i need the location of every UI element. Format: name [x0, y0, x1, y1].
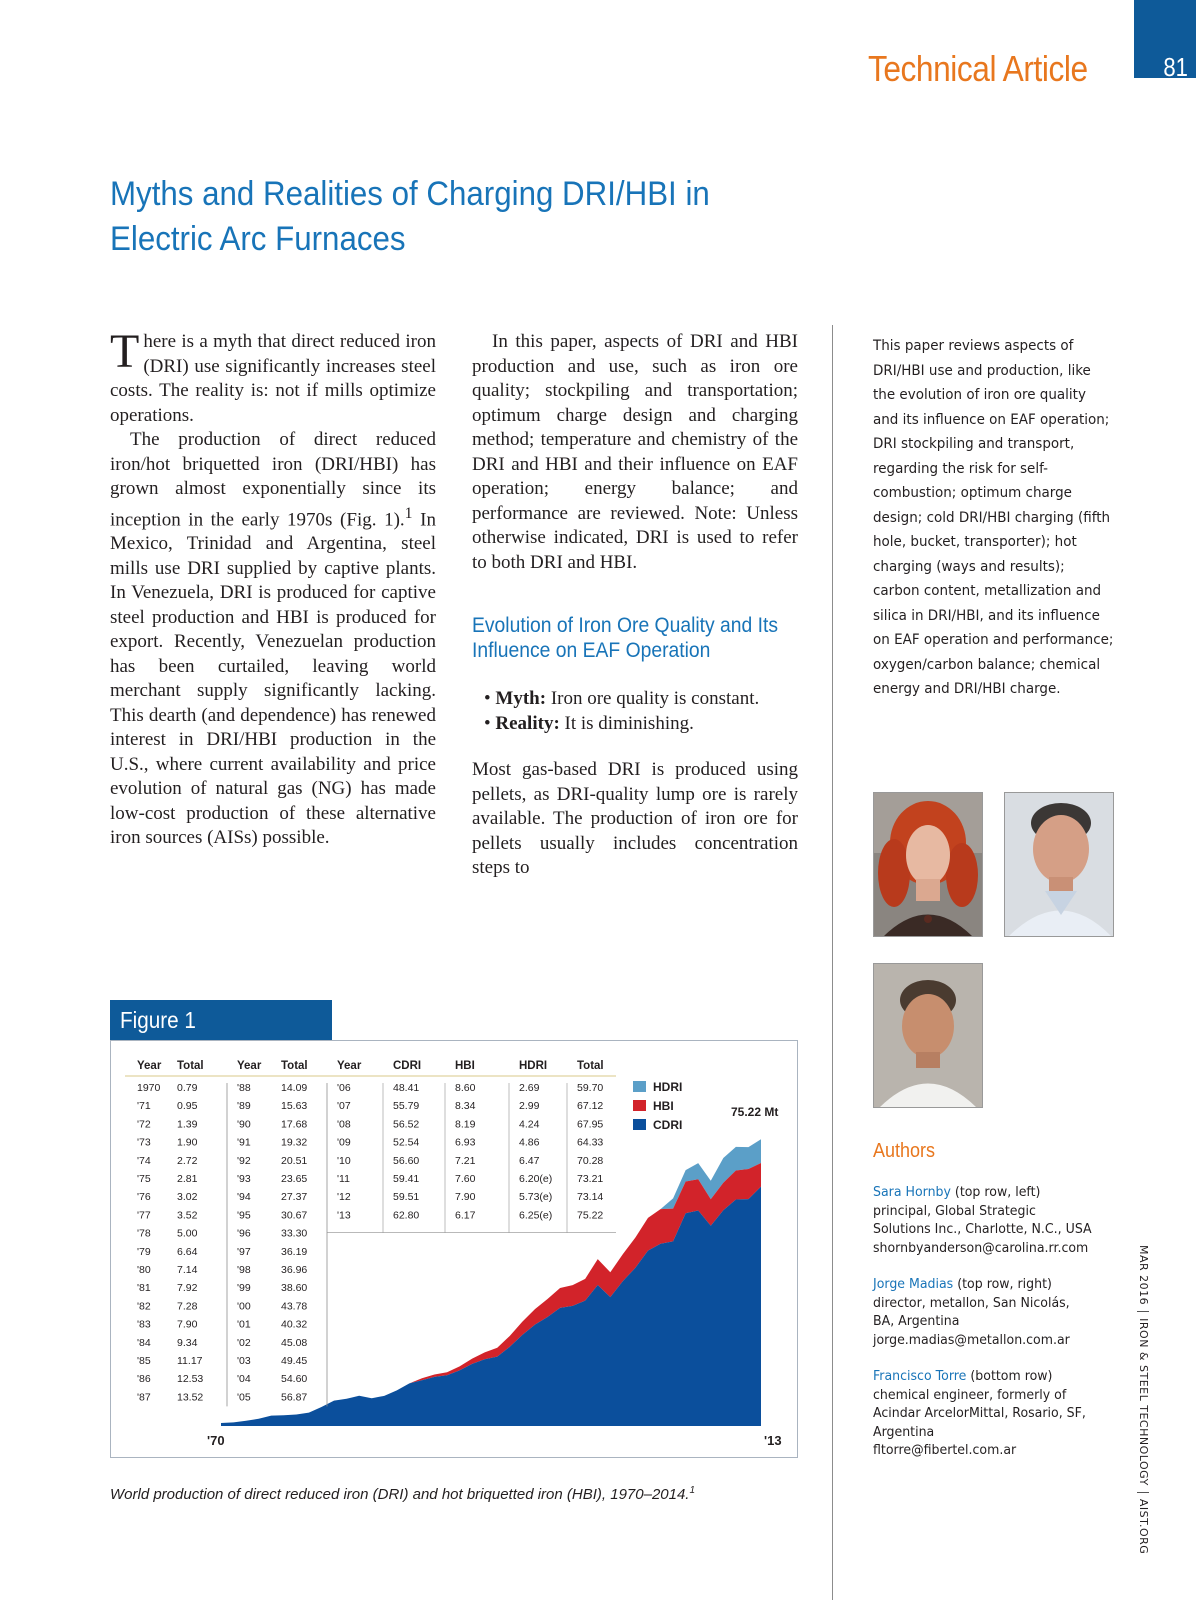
bullet-myth-label: Myth:: [495, 688, 547, 709]
paragraph-4: Most gas-based DRI is produced using pellets, as DRI-quality lump ore is rarely available. The production of iron ore for pellets usually includes concentration steps to: [472, 759, 798, 878]
table-cell: 2.99: [519, 1100, 540, 1113]
body-column-2: [472, 330, 798, 881]
table-cell-total: 0.95: [177, 1100, 198, 1113]
table-header: CDRI: [393, 1060, 422, 1072]
legend: [633, 1080, 682, 1132]
table-cell-year: '98: [237, 1264, 251, 1276]
author-hornby-name: Sara Hornby: [873, 1184, 951, 1200]
paragraph-2-text-a: The production of direct reduced iron/hot briquetted iron (DRI/HBI) has grown almost exponentially since its inception in the early 1970s (Fig. 1).: [110, 429, 436, 530]
table-cell: 8.19: [455, 1118, 476, 1131]
legend-swatch-hdri: [633, 1081, 646, 1092]
table-header: Year: [337, 1060, 362, 1072]
table-cell-total: 17.68: [281, 1118, 308, 1131]
paragraph-3: In this paper, aspects of DRI and HBI production and use, such as iron ore quality; stockpiling and transportation; optimum charge design and charging method; temperature and chemistry of the DRI and HBI and their influence on EAF operation; energy balance; and performance are reviewed. Note: Unless otherwise indicated, DRI is used to refer to both DRI and HBI.: [472, 331, 798, 573]
table-cell-total: 0.79: [177, 1082, 198, 1094]
table-cell-total: 9.34: [177, 1336, 198, 1349]
article-summary: This paper reviews aspects of DRI/HBI use and production, like the evolution of iron ore quality and its influence on EAF operation; DRI stockpiling and transport, regarding the risk for self-combustion; optimum charge design; cold DRI/HBI charging (fifth hole, bucket, transporter); hot charging (ways and results); carbon content, metallization and silica in DRI/HBI, and its influence on EAF operation and performance; oxygen/carbon balance; chemical energy and DRI/HBI charge.: [873, 338, 1114, 697]
table-header: HBI: [455, 1060, 475, 1072]
table-cell-total: 1.90: [177, 1136, 198, 1149]
table-cell-year: '75: [137, 1173, 151, 1185]
reference-1: 1: [404, 504, 413, 522]
table-cell-year: '81: [137, 1282, 151, 1295]
legend-label-hbi: HBI: [653, 1099, 674, 1113]
figure-caption-text: World production of direct reduced iron (DRI) and hot briquetted iron (HBI), 1970–2014.: [110, 1486, 690, 1503]
figure-frame: [110, 1040, 798, 1458]
section-subhead: Evolution of Iron Ore Quality and Its Influence on EAF Operation: [472, 614, 779, 662]
table-header: Total: [577, 1060, 604, 1072]
table-cell-total: 11.17: [177, 1355, 203, 1367]
bullet-reality-text: It is diminishing.: [559, 712, 694, 734]
table-cell-total: 3.02: [177, 1191, 198, 1204]
page-number: 81: [1163, 52, 1188, 82]
section-label: Technical Article: [868, 48, 1088, 89]
author-hornby-email: shornbyanderson@carolina.rr.com: [873, 1239, 1089, 1256]
paragraph-1: [110, 325, 436, 428]
table-cell-year: '78: [137, 1227, 151, 1240]
table-header: Year: [137, 1060, 162, 1072]
table-cell: 56.52: [393, 1118, 420, 1131]
table-header: HDRI: [519, 1060, 548, 1072]
article-title: [110, 172, 772, 262]
table-cell-total: 20.51: [281, 1154, 308, 1167]
table-cell: 4.24: [519, 1118, 540, 1131]
table-cell-year: '72: [137, 1118, 151, 1131]
table-cell-year: '71: [137, 1100, 151, 1113]
table-cell-total: 7.28: [177, 1300, 198, 1313]
table-cell-year: '95: [237, 1209, 251, 1222]
table-cell: 59.51: [393, 1191, 420, 1204]
table-cell: 62.80: [393, 1209, 420, 1222]
table-header: Year: [237, 1060, 262, 1072]
separator: [1137, 1311, 1149, 1312]
table-cell-year: '87: [137, 1391, 151, 1404]
table-cell: 75.22: [577, 1209, 604, 1222]
paragraph-2: [110, 428, 436, 851]
author-hornby-position: (top row, left): [950, 1184, 1041, 1200]
bullet-reality-label: Reality:: [495, 712, 560, 734]
table-cell-year: '84: [137, 1336, 151, 1349]
table-header: Total: [177, 1060, 204, 1072]
authors-heading: Authors: [873, 1140, 936, 1162]
journal-sidebar: [1137, 1245, 1150, 1555]
table-cell: 8.34: [455, 1100, 476, 1113]
x-end-label: '13: [764, 1433, 782, 1448]
table-cell-total: 40.32: [281, 1318, 308, 1331]
legend-swatch-cdri: [633, 1119, 646, 1130]
production-chart: [111, 1041, 797, 1457]
table-cell-year: '03: [237, 1355, 251, 1367]
bullet-myth: • Myth: Iron ore quality is constant.: [484, 688, 760, 709]
bullet-reality: • Reality: It is diminishing.: [484, 712, 694, 734]
table-cell: '06: [337, 1082, 351, 1094]
table-cell: 4.86: [519, 1136, 540, 1149]
author-photo-madias: [1004, 792, 1114, 937]
figure-caption: [110, 1485, 695, 1503]
portrait-icon: [874, 964, 982, 1107]
title-line-2: Electric Arc Furnaces: [110, 220, 406, 258]
table-cell-year: '04: [237, 1373, 251, 1386]
table-cell: 7.90: [455, 1191, 476, 1204]
table-cell-year: '88: [237, 1082, 251, 1094]
table-cell: 8.60: [455, 1082, 476, 1094]
table-cell-total: 7.90: [177, 1318, 198, 1331]
table-cell-total: 15.63: [281, 1100, 308, 1113]
table-cell-total: 49.45: [281, 1355, 308, 1367]
table-cell: 2.69: [519, 1082, 540, 1094]
bullet-myth-text: Iron ore quality is constant.: [546, 688, 760, 709]
table-cell-total: 36.19: [281, 1245, 308, 1258]
table-cell-total: 23.65: [281, 1173, 308, 1185]
table-cell: 52.54: [393, 1136, 420, 1149]
author-madias-name: Jorge Madias: [873, 1276, 954, 1292]
author-photo-torre: [873, 963, 983, 1108]
table-cell-year: '91: [237, 1136, 251, 1149]
table-cell: 55.79: [393, 1100, 420, 1113]
table-cell-total: 33.30: [281, 1227, 308, 1240]
table-cell: 6.47: [519, 1154, 540, 1167]
table-cell-year: '00: [237, 1300, 251, 1313]
author-hornby-name-line: [873, 1183, 1124, 1202]
table-cell: '08: [337, 1118, 351, 1131]
table-cell: 5.73(e): [519, 1191, 553, 1204]
table-cell-year: '94: [237, 1191, 251, 1204]
total-annotation: 75.22 Mt: [731, 1105, 779, 1119]
author-madias-name-line: [873, 1275, 1124, 1294]
table-cell-total: 1.39: [177, 1118, 198, 1131]
author-torre-name-line: [873, 1367, 1124, 1386]
table-cell-total: 36.96: [281, 1264, 308, 1276]
table-cell-total: 56.87: [281, 1391, 308, 1404]
table-cell: 67.95: [577, 1118, 604, 1131]
drop-cap: T: [110, 325, 140, 378]
paragraph-1-text: here is a myth that direct reduced iron (DRI) use significantly increases steel costs. The reality is: not if mills optimize operations.: [110, 331, 436, 426]
table-cell: 6.93: [455, 1136, 476, 1149]
author-madias-position: (top row, right): [953, 1276, 1052, 1292]
separator: [1137, 1492, 1149, 1493]
table-cell-total: 7.14: [177, 1264, 198, 1276]
table-cell-total: 38.60: [281, 1282, 308, 1295]
table-cell-year: '01: [237, 1318, 251, 1331]
title-line-1: Myths and Realities of Charging DRI/HBI in: [110, 175, 710, 213]
table-cell-total: 45.08: [281, 1336, 308, 1349]
table-cell-year: '83: [137, 1318, 151, 1331]
table-cell-year: '90: [237, 1118, 251, 1131]
table-cell: '07: [337, 1100, 351, 1113]
table-cell: 48.41: [393, 1082, 420, 1094]
author-torre-email: fltorre@fibertel.com.ar: [873, 1442, 1017, 1458]
body-column-1: [110, 325, 437, 851]
portrait-icon: [1005, 793, 1113, 936]
legend-label-hdri: HDRI: [653, 1080, 683, 1094]
table-cell-year: '05: [237, 1391, 251, 1404]
table-cell-year: '80: [137, 1264, 151, 1276]
table-cell-total: 2.81: [177, 1173, 198, 1185]
table-cell: 59.41: [393, 1173, 420, 1185]
author-torre: [873, 1367, 1124, 1460]
portrait-icon: [874, 793, 982, 936]
table-cell-total: 12.53: [177, 1373, 204, 1386]
table-cell-total: 14.09: [281, 1082, 308, 1094]
table-cell-year: '76: [137, 1191, 151, 1204]
table-cell: 6.17: [455, 1209, 476, 1222]
author-torre-position: (bottom row): [966, 1368, 1053, 1384]
author-torre-line-3: Argentina: [873, 1423, 935, 1440]
table-cell-year: '92: [237, 1154, 251, 1167]
figure-label: Figure 1: [120, 1007, 196, 1033]
author-photo-hornby: [873, 792, 983, 937]
table-cell-year: '93: [237, 1173, 251, 1185]
table-cell: '10: [337, 1154, 351, 1167]
table-cell-total: 30.67: [281, 1209, 308, 1222]
table-cell-total: 2.72: [177, 1154, 198, 1167]
author-torre-name: Francisco Torre: [873, 1368, 967, 1384]
x-start-label: '70: [207, 1433, 225, 1448]
table-cell: 59.70: [577, 1082, 604, 1094]
author-torre-line-1: chemical engineer, formerly of: [873, 1386, 1067, 1403]
table-cell: 73.14: [577, 1191, 604, 1204]
table-cell-total: 27.37: [281, 1191, 308, 1204]
author-torre-line-2: Acindar ArcelorMittal, Rosario, SF,: [873, 1405, 1086, 1421]
table-cell-year: '97: [237, 1245, 251, 1258]
table-cell-total: 13.52: [177, 1391, 204, 1404]
table-cell: '12: [337, 1191, 351, 1204]
table-cell: 67.12: [577, 1100, 604, 1113]
journal-site: AIST.ORG: [1137, 1498, 1150, 1555]
table-cell-total: 5.00: [177, 1227, 198, 1240]
table-cell-year: '79: [137, 1245, 151, 1258]
table-cell: '13: [337, 1209, 351, 1222]
table-cell-year: '02: [237, 1336, 251, 1349]
legend-swatch-hbi: [633, 1100, 646, 1111]
table-cell-year: '96: [237, 1227, 251, 1240]
table-cell-year: '89: [237, 1100, 251, 1113]
column-divider: [832, 325, 833, 1600]
table-cell-total: 54.60: [281, 1373, 308, 1386]
table-cell: 70.28: [577, 1154, 604, 1167]
figure-caption-reference: 1: [689, 1485, 696, 1496]
table-cell-year: '74: [137, 1154, 151, 1167]
table-cell: '09: [337, 1136, 351, 1149]
author-madias-email: jorge.madias@metallon.com.ar: [873, 1331, 1070, 1348]
table-cell-year: '82: [137, 1300, 151, 1313]
author-madias-line-1: director, metallon, San Nicolás,: [873, 1294, 1070, 1311]
table-cell-year: '73: [137, 1136, 151, 1149]
table-cell: 56.60: [393, 1154, 420, 1167]
author-madias: [873, 1275, 1124, 1349]
legend-label-cdri: CDRI: [653, 1118, 683, 1132]
table-cell: '11: [337, 1173, 350, 1185]
table-cell: 7.60: [455, 1173, 476, 1185]
table-cell-total: 3.52: [177, 1209, 198, 1222]
table-cell: 73.21: [577, 1173, 604, 1185]
table-cell-total: 7.92: [177, 1282, 198, 1295]
table-header: Total: [281, 1060, 308, 1072]
table-cell-total: 6.64: [177, 1245, 198, 1258]
paragraph-2-text-b: In Mexico, Trinidad and Argentina, steel mills use DRI supplied by captive plants. In Venezuela, DRI is produced for captive steel production and HBI is produced for export. Recently, Venezuelan production has been curtailed, leaving world merchant supply significantly lacking. This dearth (and dependence) has renewed interest in DRI/HBI production in the U.S., where current availability and price evolution of natural gas (NG) has made low-cost production of these alternative iron sources (AISs) possible.: [110, 508, 437, 849]
table-cell-year: '85: [137, 1355, 151, 1367]
table-cell: 6.20(e): [519, 1173, 553, 1185]
table-cell-total: 43.78: [281, 1300, 308, 1313]
table-cell-year: '77: [137, 1209, 151, 1222]
table-cell-year: '99: [237, 1282, 251, 1295]
table-cell-year: '86: [137, 1373, 151, 1386]
page-number-box: [1134, 0, 1196, 82]
author-hornby-line-1: principal, Global Strategic: [873, 1202, 1036, 1219]
table-cell: 64.33: [577, 1136, 604, 1149]
table-cell: 6.25(e): [519, 1209, 553, 1222]
author-madias-line-2: BA, Argentina: [873, 1313, 960, 1329]
issue-date: MAR 2016: [1137, 1245, 1150, 1306]
journal-name: IRON & STEEL TECHNOLOGY: [1137, 1318, 1150, 1486]
table-cell: 7.21: [455, 1154, 476, 1167]
table-cell-year: 1970: [137, 1082, 161, 1094]
table-cell-total: 19.32: [281, 1136, 308, 1149]
author-hornby-line-2: Solutions Inc., Charlotte, N.C., USA: [873, 1221, 1092, 1237]
page-header: [0, 0, 1196, 90]
author-hornby: [873, 1183, 1124, 1257]
